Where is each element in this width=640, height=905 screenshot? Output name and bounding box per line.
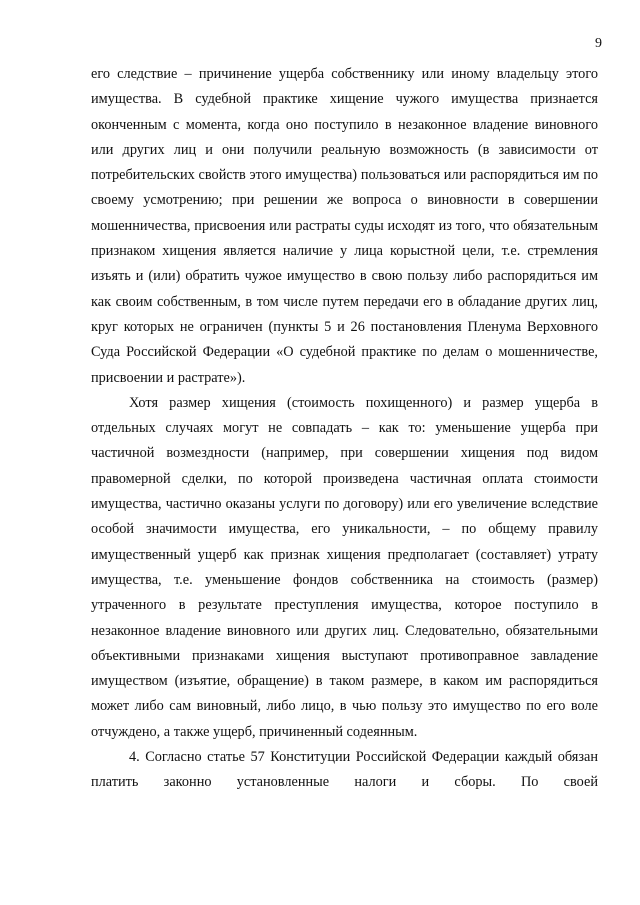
paragraph-2: Хотя размер хищения (стоимость похищенного) и размер ущерба в отдельных случаях могут не совпадать – как то: уменьшение ущерба при частичной возмездности (например, при совершении хищения под видом правомерной сделки, по которой произведена частичная оплата стоимости имущества, частично оказаны услуги по договору) или его увеличение вследствие особой значимости имущества, его уникальности, – по общему правилу имущественный ущерб как признак хищения предполагает (составляет) утрату имущества, т.е. уменьшение фондов собственника на стоимость (размер) утраченного в результате преступления имущества, которое поступило в незаконное владение виновного или других лиц. Следовательно, обязательными объективными признаками хищения выступают противоправное завладение имуществом (изъятие, обращение) в таком размере, в каком им распорядиться может либо сам виновный, либо лицо, в чью пользу это имущество по его воле отчуждено, а также ущерб, причиненный содеянным. (91, 394, 598, 740)
paragraph-3: 4. Согласно статье 57 Конституции Российской Федерации каждый обязан платить законно установленные налоги и сборы. По своей (91, 749, 598, 791)
page-number: 9 (595, 36, 602, 51)
paragraph-1: его следствие – причинение ущерба собственнику или иному владельцу этого имущества. В судебной практике хищение чужого имущества признается оконченным с момента, когда оно поступило в незаконное владение виновного или других лиц и они получили реальную возможность (в зависимости от потребительских свойств этого имущества) пользоваться или распорядиться им по своему усмотрению; при решении же вопроса о виновности в совершении мошенничества, присвоения или растраты суды исходят из того, что обязательным признаком хищения является наличие у лица корыстной цели, т.е. стремления изъять и (или) обратить чужое имущество в свою пользу либо распорядиться им как своим собственным, в том числе путем передачи его в обладание других лиц, круг которых не ограничен (пункты 5 и 26 постановления Пленума Верховного Суда Российской Федерации «О судебной практике по делам о мошенничестве, присвоении и растрате»). (91, 66, 598, 386)
document-body (91, 62, 598, 796)
